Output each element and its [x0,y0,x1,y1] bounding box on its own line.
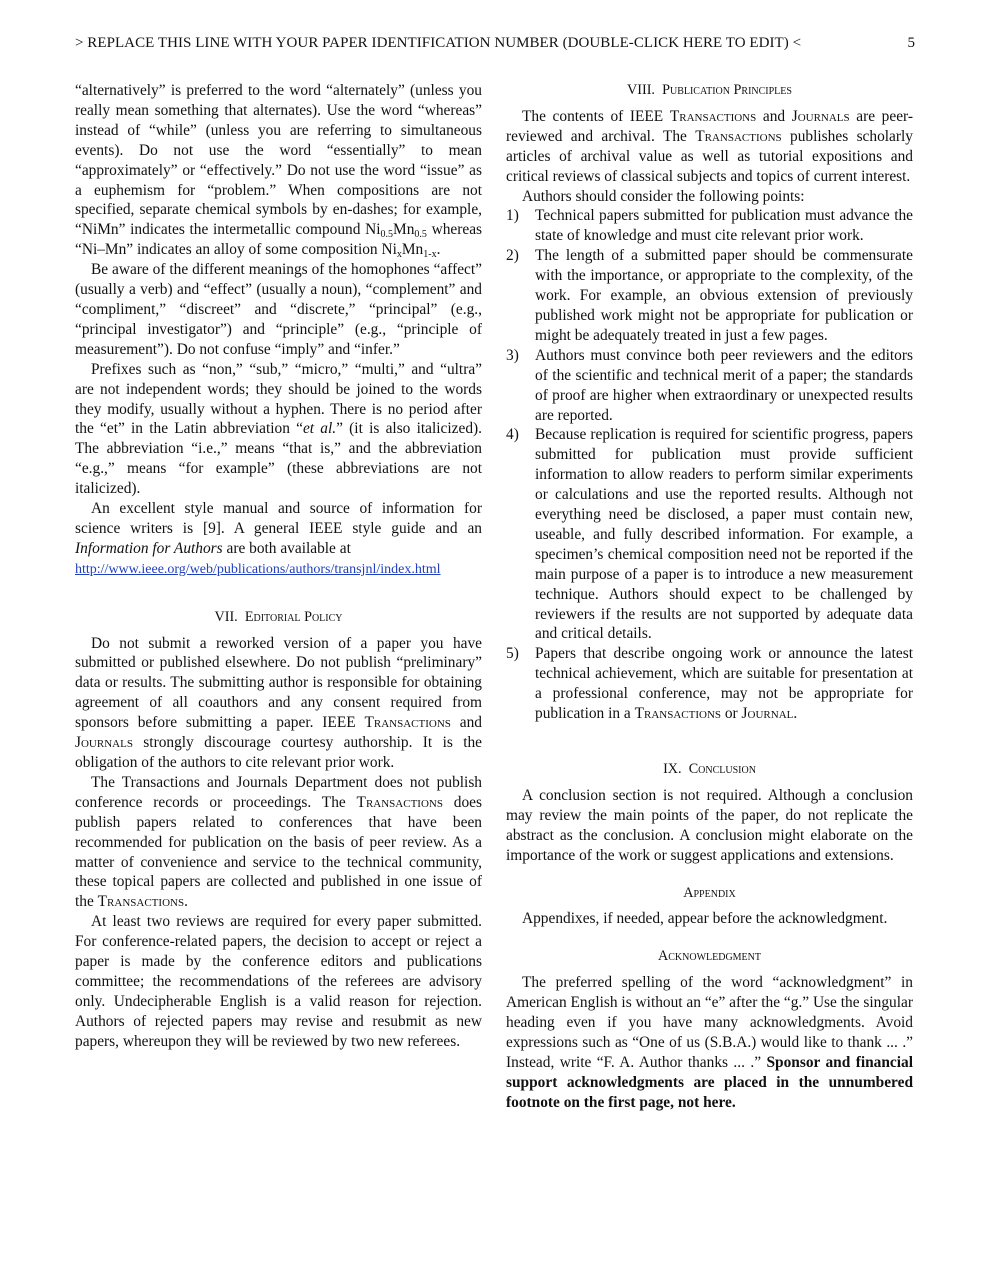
paragraph-prefixes: Prefixes such as “non,” “sub,” “micro,” “multi,” and “ultra” are not independent words; they should be joined to the words they modify, usually without a hyphen. There is no period after the “et” in the Latin abbreviation “et al.” (it is also italicized). The abbreviation “i.e.,” means “that is,” and the abbreviation “e.g.,” means “for example” (these abbreviations are not italicized). [75,360,482,498]
paper-id-line[interactable]: > REPLACE THIS LINE WITH YOUR PAPER IDENTIFICATION NUMBER (DOUBLE-CLICK HERE TO EDIT) < [75,35,802,51]
paragraph-homophones: Be aware of the different meanings of the homophones “affect” (usually a verb) and “effect” (usually a noun), “complement” and “compliment,” “discreet” and “discrete,” “principal” (e.g., “principal investigator”) and “principle” (e.g., “principle of measurement”). Do not confuse “imply” and “infer.” [75,261,482,358]
list-item: 2) The length of a submitted paper should be commensurate with the importance, or appropriate to the complexity, of the work. For example, an obvious extension of previously published work might not be appropriate for publication or might be adequately treated in just a few pages. [506,247,913,344]
publication-points-list [506,206,913,724]
list-item: 5) Papers that describe ongoing work or announce the latest technical achievement, which are suitable for presentation at a professional conference, may not be appropriate for publication in a Transactions or Journal. [506,645,913,723]
paragraph-publication-principles: The contents of IEEE Transactions and Journals are peer-reviewed and archival. The Transactions publishes scholarly articles of archival value as well as tutorial expositions and critical reviews of classical subjects and topics of current interest. [506,107,913,185]
paragraph-word-usage: “alternatively” is preferred to the word “alternately” (unless you really mean something that alternates). Use the word “whereas” instead of “while” (unless you are referring to simultaneous events). Do not use the word “essentially” to mean “approximately” or “effectively.” Do not use the word “issue” as a euphemism for “problem.” When compositions are not specified, separate chemical symbols by en-dashes; for example, “NiMn” indicates the intermetallic compound $Ni_{0.5}Mn_{0.5}$ whereas “Ni–Mn” indicates an alloy of some composition $Ni_xMn_{1-x}$. [75,82,483,261]
running-header [75,35,915,57]
section-heading-editorial-policy: VII. Editorial Policy [214,608,343,625]
page-number: 5 [907,35,915,51]
section-heading-acknowledgment: Acknowledgment [657,948,761,965]
section-heading-publication-principles: VIII. Publication Principles [627,82,792,98]
ieee-author-guide-link[interactable]: http://www.ieee.org/web/publications/authors/transjnl/index.html [75,561,441,577]
right-column [506,81,913,1113]
left-column [75,81,482,1052]
paragraph-conference-records: The Transactions and Journals Department does not publish conference records or proceedings. The Transactions does publish papers related to conferences that have been recommended for publication on the basis of peer review. As a matter of convenience and service to the technical community, these topical papers are collected and published in one issue of the Transactions. [75,773,482,911]
paragraph-appendix: Appendixes, if needed, appear before the acknowledgment. [522,910,888,928]
paragraph-points-intro: Authors should consider the following points: [522,187,805,205]
list-item: 4) Because replication is required for scientific progress, papers submitted for publication must provide sufficient information to allow readers to perform similar experiments or calculations and use the reported results. Although not everything need be disclosed, a paper must contain new, useable, and fully described information. For example, a specimen’s chemical composition need not be reported if the main purpose of a paper is to introduce a new measurement technique. Authors should expect to be challenged by reviewers if the results are not supported by adequate data and critical details. [506,426,913,643]
paragraph-style-manual: An excellent style manual and source of information for science writers is [9]. A general IEEE style guide and an Information for Authors are both available at http://www.ieee.org/web/publications/authors/transjnl/index.html [75,500,482,577]
list-item: 3) Authors must convince both peer reviewers and the editors of the scientific and technical merit of a paper; the standards of proof are higher when extraordinary or unexpected results are reported. [506,346,913,424]
paragraph-reviews: At least two reviews are required for every paper submitted. For conference-related papers, the decision to accept or reject a paper is made by the conference editors and publications committee; the recommendations of the referees are advisory only. Undecipherable English is a valid reason for rejection. Authors of rejected papers may revise and resubmit as new papers, whereupon they will be reviewed by two new referees. [75,913,482,1050]
paragraph-acknowledgment: The preferred spelling of the word “acknowledgment” in American English is without an “e” after the “g.” Use the singular heading even if you have many acknowledgments. Avoid expressions such as “One of us (S.B.A.) would like to thank ... .” Instead, write “F. A. Author thanks ... .” Sponsor and financial support acknowledgments are placed in the unnumbered footnote on the first page, not here. [506,974,913,1111]
paragraph-conclusion: A conclusion section is not required. Although a conclusion may review the main points of the paper, do not replicate the abstract as the conclusion. A conclusion might elaborate on the importance of the work or suggest applications and extensions. [506,786,913,864]
section-heading-appendix: Appendix [683,884,736,901]
paragraph-editorial-policy: Do not submit a reworked version of a paper you have submitted or published elsewhere. Do not publish “preliminary” data or results. The submitting author is responsible for obtaining agreement of all coauthors and any consent required from sponsors before submitting a paper. IEEE Transactions and Journals strongly discourage courtesy authorship. It is the obligation of the authors to cite relevant prior work. [75,634,482,771]
section-heading-conclusion: IX. Conclusion [663,761,756,777]
list-item: 1) Technical papers submitted for publication must advance the state of knowledge and must cite relevant prior work. [506,207,913,245]
